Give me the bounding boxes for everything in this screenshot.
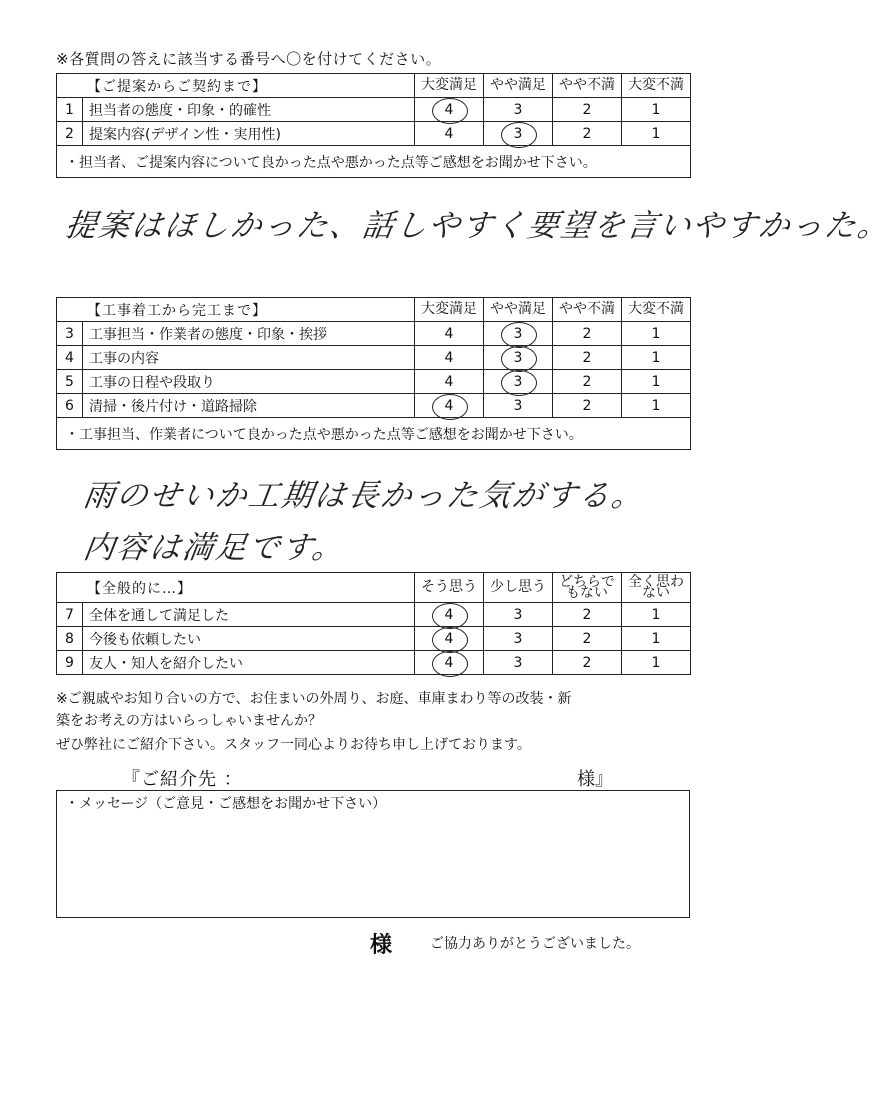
score-option-2[interactable] — [553, 603, 622, 627]
score-value: 1 — [651, 654, 661, 671]
score-option-1[interactable] — [622, 122, 691, 146]
score-option-2[interactable] — [553, 651, 622, 675]
score-value: 3 — [513, 325, 523, 342]
question-row — [57, 394, 691, 418]
score-value: 3 — [513, 349, 523, 366]
score-option-1[interactable] — [622, 370, 691, 394]
comment-prompt: ・担当者、ご提案内容について良かった点や悪かった点等ご感想をお聞かせ下さい。 — [65, 154, 597, 171]
score-option-4[interactable] — [415, 122, 484, 146]
score-option-4[interactable] — [415, 603, 484, 627]
option-header: 大変不満 — [622, 298, 691, 322]
score-option-4[interactable] — [415, 370, 484, 394]
referral-note-line-1: ※ご親戚やお知り合いの方で、お住まいの外周り、お庭、車庫まわり等の改装・新 — [56, 691, 572, 707]
score-option-3[interactable] — [484, 370, 553, 394]
score-option-3[interactable] — [484, 394, 553, 418]
handwritten-comment: 提案はほしかった、話しやすく要望を言いやすかった。 — [62, 208, 894, 244]
score-option-1[interactable] — [622, 627, 691, 651]
score-option-2[interactable] — [553, 346, 622, 370]
score-value: 3 — [513, 373, 523, 390]
score-value: 2 — [582, 654, 592, 671]
message-box[interactable] — [56, 790, 690, 918]
score-value: 2 — [582, 325, 592, 342]
handwritten-comment: 雨のせいか工期は長かった気がする。 — [80, 478, 648, 514]
score-value: 3 — [513, 654, 523, 671]
question-number: 1 — [57, 98, 83, 122]
score-option-2[interactable] — [553, 322, 622, 346]
score-option-1[interactable] — [622, 394, 691, 418]
score-value: 3 — [513, 630, 523, 647]
score-value: 4 — [444, 125, 454, 142]
selected-circle-mark — [432, 98, 468, 124]
option-header: 大変満足 — [415, 298, 484, 322]
message-label: ・メッセージ（ご意見・ご感想をお聞かせ下さい） — [65, 796, 387, 812]
score-value: 1 — [651, 397, 661, 414]
section-title: 【全般的に…】 — [57, 573, 415, 603]
score-option-2[interactable] — [553, 370, 622, 394]
option-header: やや不満 — [553, 298, 622, 322]
score-option-2[interactable] — [553, 627, 622, 651]
score-value: 2 — [582, 101, 592, 118]
question-number: 4 — [57, 346, 83, 370]
option-header: やや不満 — [553, 74, 622, 98]
referral-suffix: 様』 — [577, 769, 613, 790]
score-value: 2 — [582, 349, 592, 366]
question-text: 工事担当・作業者の態度・印象・挨拶 — [83, 322, 415, 346]
score-value: 1 — [651, 373, 661, 390]
score-option-2[interactable] — [553, 122, 622, 146]
score-option-4[interactable] — [415, 651, 484, 675]
question-number: 6 — [57, 394, 83, 418]
score-value: 1 — [651, 349, 661, 366]
score-option-2[interactable] — [553, 394, 622, 418]
question-row — [57, 603, 691, 627]
option-header: やや満足 — [484, 74, 553, 98]
comment-box[interactable] — [57, 146, 691, 178]
score-option-3[interactable] — [484, 603, 553, 627]
score-option-4[interactable] — [415, 98, 484, 122]
score-option-4[interactable] — [415, 346, 484, 370]
referral-label: 『ご紹介先 ： — [122, 769, 243, 790]
score-option-3[interactable] — [484, 346, 553, 370]
question-row — [57, 627, 691, 651]
score-value: 1 — [651, 606, 661, 623]
score-option-3[interactable] — [484, 122, 553, 146]
question-row — [57, 322, 691, 346]
section-table-1 — [56, 73, 691, 178]
score-value: 2 — [582, 397, 592, 414]
score-value: 2 — [582, 125, 592, 142]
score-value: 3 — [513, 125, 523, 142]
score-option-1[interactable] — [622, 603, 691, 627]
question-number: 7 — [57, 603, 83, 627]
section-table-2 — [56, 297, 691, 450]
score-value: 4 — [444, 630, 454, 647]
score-option-4[interactable] — [415, 322, 484, 346]
question-row — [57, 346, 691, 370]
score-value: 3 — [513, 397, 523, 414]
score-value: 4 — [444, 654, 454, 671]
question-number: 3 — [57, 322, 83, 346]
score-value: 3 — [513, 606, 523, 623]
score-option-3[interactable] — [484, 322, 553, 346]
score-option-2[interactable] — [553, 98, 622, 122]
score-value: 1 — [651, 101, 661, 118]
question-text: 友人・知人を紹介したい — [83, 651, 415, 675]
score-value: 4 — [444, 101, 454, 118]
score-option-3[interactable] — [484, 651, 553, 675]
option-header: 全く思わない — [622, 573, 691, 603]
question-text: 今後も依頼したい — [83, 627, 415, 651]
score-option-3[interactable] — [484, 98, 553, 122]
score-value: 4 — [444, 349, 454, 366]
score-value: 4 — [444, 325, 454, 342]
score-value: 2 — [582, 606, 592, 623]
question-text: 提案内容(デザイン性・実用性) — [83, 122, 415, 146]
question-number: 8 — [57, 627, 83, 651]
selected-circle-mark — [501, 370, 537, 396]
option-header: そう思う — [415, 573, 484, 603]
option-header: 大変不満 — [622, 74, 691, 98]
instruction-heading: ※各質問の答えに該当する番号へ〇を付けてください。 — [56, 50, 442, 68]
score-value: 4 — [444, 373, 454, 390]
selected-circle-mark — [432, 651, 468, 677]
selected-circle-mark — [432, 603, 468, 629]
thanks-text: ご協力ありがとうございました。 — [430, 936, 640, 952]
question-number: 5 — [57, 370, 83, 394]
selected-circle-mark — [501, 346, 537, 372]
comment-prompt: ・工事担当、作業者について良かった点や悪かった点等ご感想をお聞かせ下さい。 — [65, 426, 583, 443]
score-option-1[interactable] — [622, 98, 691, 122]
option-header: 少し思う — [484, 573, 553, 603]
option-header: 大変満足 — [415, 74, 484, 98]
question-row — [57, 651, 691, 675]
question-row — [57, 98, 691, 122]
score-value: 2 — [582, 373, 592, 390]
section-title: 【ご提案からご契約まで】 — [57, 74, 415, 98]
handwritten-comment: 内容は満足です。 — [80, 530, 348, 566]
score-option-3[interactable] — [484, 627, 553, 651]
score-value: 4 — [444, 606, 454, 623]
question-row — [57, 370, 691, 394]
comment-box[interactable] — [57, 418, 691, 450]
question-number: 9 — [57, 651, 83, 675]
score-value: 2 — [582, 630, 592, 647]
selected-circle-mark — [432, 627, 468, 653]
score-value: 1 — [651, 125, 661, 142]
score-value: 1 — [651, 630, 661, 647]
score-option-1[interactable] — [622, 651, 691, 675]
selected-circle-mark — [501, 122, 537, 148]
referral-note-line-2: 築をお考えの方はいらっしゃいませんか？ — [56, 713, 322, 729]
signature-sama: 様 — [370, 933, 393, 958]
score-option-4[interactable] — [415, 394, 484, 418]
question-number: 2 — [57, 122, 83, 146]
question-text: 工事の内容 — [83, 346, 415, 370]
option-header: どちらでもない — [553, 573, 622, 603]
selected-circle-mark — [501, 322, 537, 348]
score-value: 1 — [651, 325, 661, 342]
score-option-1[interactable] — [622, 322, 691, 346]
score-value: 4 — [444, 397, 454, 414]
question-text: 全体を通して満足した — [83, 603, 415, 627]
score-option-1[interactable] — [622, 346, 691, 370]
question-row — [57, 122, 691, 146]
section-table-3 — [56, 572, 691, 675]
selected-circle-mark — [432, 394, 468, 420]
option-header: やや満足 — [484, 298, 553, 322]
score-option-4[interactable] — [415, 627, 484, 651]
section-title: 【工事着工から完工まで】 — [57, 298, 415, 322]
question-text: 清掃・後片付け・道路掃除 — [83, 394, 415, 418]
score-value: 3 — [513, 101, 523, 118]
question-text: 担当者の態度・印象・的確性 — [83, 98, 415, 122]
referral-note-line-3: ぜひ弊社にご紹介下さい。スタッフ一同心よりお待ち申し上げております。 — [56, 737, 531, 753]
question-text: 工事の日程や段取り — [83, 370, 415, 394]
